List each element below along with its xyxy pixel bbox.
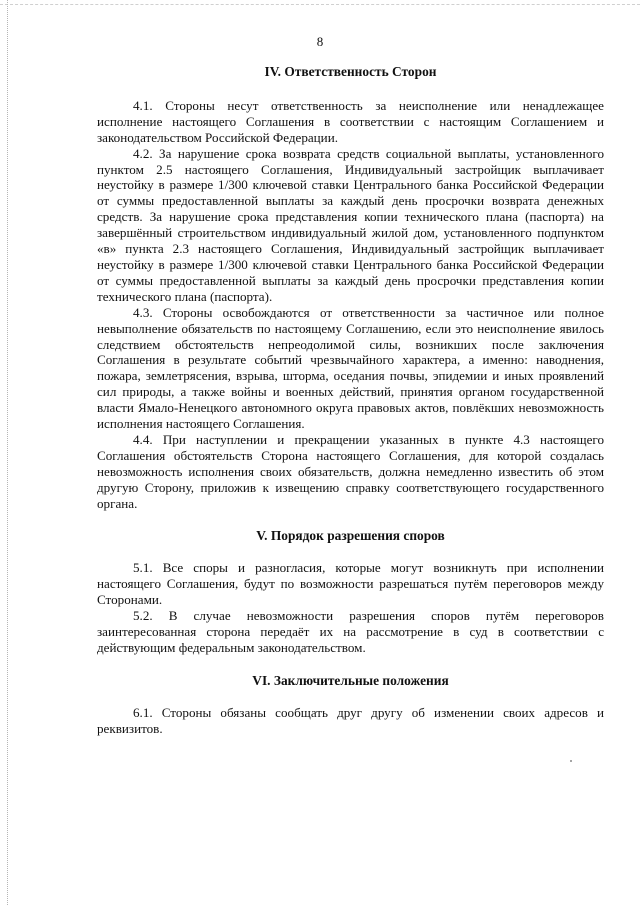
section-heading-final-provisions: VI. Заключительные положения [252,672,449,688]
scan-speck [570,760,572,762]
clause-5-1: 5.1. Все споры и разногласия, которые могут возникнуть при исполнении настоящего Соглашения, будут по возможности разрешаться путём переговоров между Сторонами. [97,560,604,608]
scan-top-edge [0,4,640,5]
clause-5-2: 5.2. В случае невозможности разрешения споров путём переговоров заинтересованная сторона передаёт их на рассмотрение в суд в соответствии с действующим федеральным законодательством. [97,608,604,655]
clause-4-1: 4.1. Стороны несут ответственность за неисполнение или ненадлежащее исполнение настоящего Соглашения в соответствии с настоящим Соглашением и законодательством Российской Федерации. [97,97,604,145]
section-heading-disputes: V. Порядок разрешения споров [256,528,445,544]
clause-4-3: 4.3. Стороны освобождаются от ответственности за частичное или полное невыполнение обязательств по настоящему Соглашению, если это неисполнение явилось следствием обстоятельств непреодолимой силы, возникших после заключения Соглашения в результате событий чрезвычайного характера, а именно: наводнения, пожара, землетрясения, взрыва, шторма, оседания почвы, эпидемии и иных проявлений сил природы, а также войны и военных действий, принятия органом государственной власти Ямало-Ненецкого автономного округа правовых актов, повлёкших невозможность исполнения настоящего Соглашения. [97,304,604,432]
clause-6-1: 6.1. Стороны обязаны сообщать друг другу об изменении своих адресов и реквизитов. [97,704,604,736]
page-number: 8 [316,34,324,49]
clause-4-4: 4.4. При наступлении и прекращении указанных в пункте 4.3 настоящего Соглашения обстоятельств Сторона настоящего Соглашения, для которой создалась невозможность исполнения своих обязательств, должна немедленно известить об этом другую Сторону, приложив к извещению справку соответствующего государственного органа. [97,431,604,511]
scan-left-edge [7,0,8,905]
document-body [97,64,604,737]
clause-4-2: 4.2. За нарушение срока возврата средств социальной выплаты, установленного пунктом 2.5 настоящего Соглашения, Индивидуальный застройщик выплачивает неустойку в размере 1/300 ключевой ставки Центрального банка Российской Федерации от суммы предоставленной выплаты за каждый день просрочки возврата денежных средств. За нарушение срока представления копии технического плана (паспорта) на завершённый строительством индивидуальный жилой дом, установленного подпунктом «в» пункта 2.3 настоящего Соглашения, Индивидуальный застройщик выплачивает неустойку в размере 1/300 ключевой ставки Центрального банка Российской Федерации от суммы предоставленной выплаты за каждый день просрочки представления копии технического плана (паспорта). [97,145,604,304]
section-heading-responsibility: IV. Ответственность Сторон [264,64,437,79]
